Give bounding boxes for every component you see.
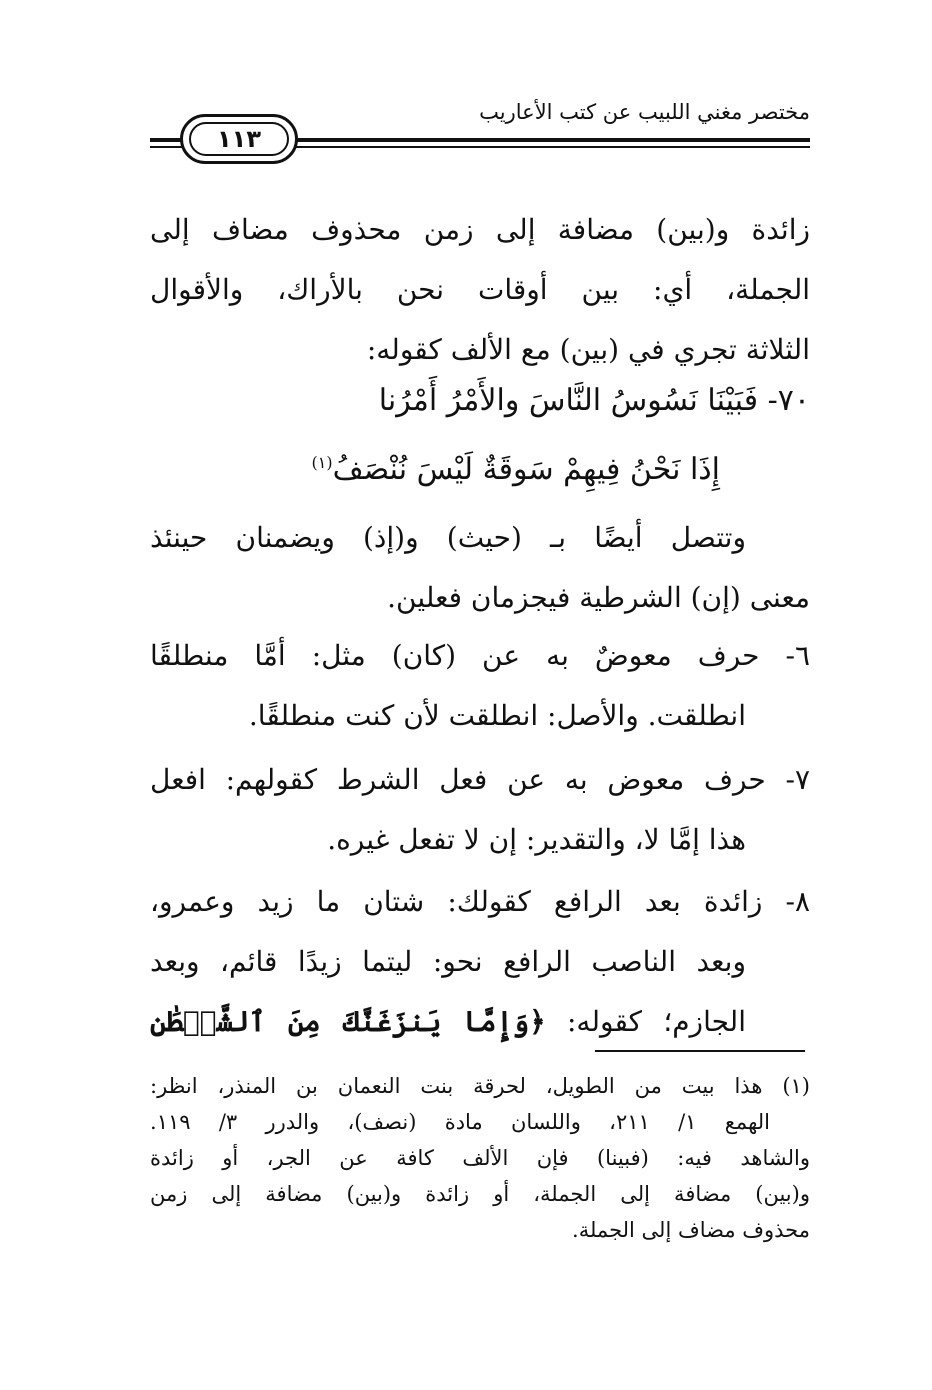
footnote-line: (١) هذا بيت من الطويل، لحرقة بنت النعمان بن المنذر، انظر: — [150, 1074, 810, 1098]
footnote-line: الهمع ١/ ٢١١، واللسان مادة (نصف)، والدرر ٣/ ١١٩. — [150, 1110, 770, 1134]
list-item-8 — [150, 872, 810, 1052]
item-line: انطلقت. والأصل: انطلقت لأن كنت منطلقًا. — [248, 699, 746, 732]
poem-verse — [250, 370, 810, 501]
footnote-ref: (١) — [311, 453, 333, 472]
intro-paragraph — [150, 200, 810, 380]
intro-line: الثلاثة تجري في (بين) مع الألف كقوله: — [366, 333, 810, 366]
poem-number: ٧٠- — [767, 383, 810, 418]
poem-line-2-text: إِذَا نَحْنُ فِيهِمْ سَوقَةٌ لَيْسَ نُنْصَفُ — [332, 452, 720, 487]
poem-hemistich-1 — [250, 370, 810, 432]
poem-line-1-text: فَبَيْنَا نَسُوسُ النَّاسَ والأَمْرُ أَمْرُنا — [378, 383, 759, 418]
para-line: وتتصل أيضًا بـ (حيث) و(إذ) ويضمنان حينئذ — [150, 521, 746, 554]
page-header — [150, 98, 810, 168]
paragraph-hayth — [150, 508, 810, 628]
footnotes — [150, 1068, 810, 1248]
poem-hemistich-2 — [250, 432, 810, 501]
intro-line: الجملة، أي: بين أوقات نحن بالأراك، والأقوال — [150, 273, 810, 306]
item-line: ٦- حرف معوضٌ به عن (كان) مثل: أمَّا منطلقًا — [150, 639, 810, 672]
quran-quote: ﴿وَإِمَّا يَنزَغَنَّكَ مِنَ ٱلشَّيۡطَٰنِ — [150, 1005, 546, 1038]
item-line: هذا إمَّا لا، والتقدير: إن لا تفعل غيره. — [327, 823, 746, 856]
book-title: مختصر مغني اللبيب عن كتب الأعاريب — [479, 100, 810, 124]
list-item-6 — [150, 626, 810, 746]
intro-line: زائدة و(بين) مضافة إلى زمن محذوف مضاف إلى — [150, 213, 810, 246]
list-item-7 — [150, 750, 810, 870]
item-line: وبعد الناصب الرافع نحو: ليتما زيدًا قائم، وبعد — [150, 945, 746, 978]
footnote-line: و(بين) مضافة إلى الجملة، أو زائدة و(بين) مضافة إلى زمن — [150, 1182, 810, 1206]
footnote-line: محذوف مضاف إلى الجملة. — [572, 1218, 810, 1242]
footnote-separator — [595, 1050, 805, 1052]
footnote-line: والشاهد فيه: (فبينا) فإن الألف كافة عن الجر، أو زائدة — [150, 1146, 810, 1170]
para-line: معنى (إن) الشرطية فيجزمان فعلين. — [387, 581, 810, 614]
item-line: ٨- زائدة بعد الرافع كقولك: شتان ما زيد وعمرو، — [150, 885, 810, 918]
page-number: ١١٣ — [217, 125, 261, 153]
item-line-text: الجازم؛ كقوله: — [567, 1005, 746, 1038]
item-line-quran — [150, 992, 810, 1052]
item-line: ٧- حرف معوض به عن فعل الشرط كقولهم: افعل — [150, 763, 810, 796]
page-number-medallion — [180, 114, 298, 164]
